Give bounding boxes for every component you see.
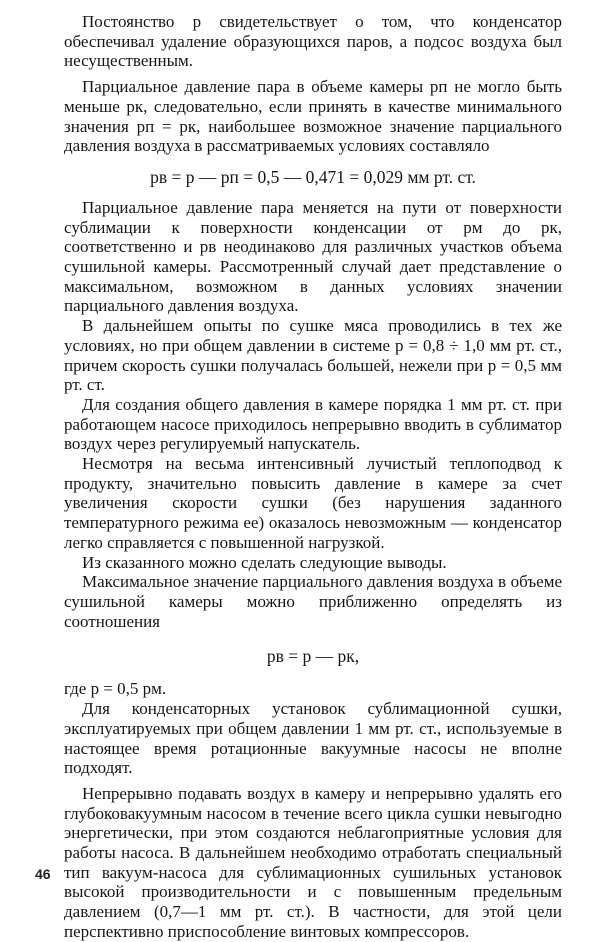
formula-air-pressure: pв = p — pк, (266, 646, 360, 667)
paragraph-3: Парциальное давление пара меняется на пути от поверхности сублимации к поверхности конденсации от pм до pк, соответственно и pв неодинаково для различных участков объема сушильной камеры. Рассмотренный случай дает представление о максимальном, возможном в данных условиях значении парциального давления воздуха. (64, 197, 562, 316)
formula-partial-pressure: pв = p — pп = 0,5 — 0,471 = 0,029 мм рт. ст. (150, 166, 476, 187)
paragraph-2: Парциальное давление пара в объеме камеры pп не могло быть меньше pк, следовательно, если принять в качестве минимального значения pп = pк, наибольшее возможное значение парциального давления воздуха в рассматриваемых условиях составляло (64, 77, 562, 156)
paragraph-9: Для конденсаторных установок сублимационной сушки, эксплуатируемых при общем давлении 1 мм рт. ст., используемые в настоящее время ротационные вакуумные насосы не вполне подходят. (64, 699, 562, 778)
paragraph-7: Из сказанного можно сделать следующие выводы. (82, 552, 447, 572)
paragraph-5: Для создания общего давления в камере порядка 1 мм рт. ст. при работающем насосе приходилось непрерывно вводить в сублиматор воздух через регулируемый напускатель. (64, 394, 562, 454)
page-body (64, 12, 562, 942)
paragraph-8: Максимальное значение парциального давления воздуха в объеме сушильной камеры можно приближенно определять из соотношения (64, 572, 562, 631)
page-number: 46 (35, 866, 51, 882)
paragraph-10: Непрерывно подавать воздух в камеру и непрерывно удалять его глубоковакуумным насосом в течение всего цикла сушки невыгодно энергетически, при этом создаются неблагоприятные условия для работы насоса. В дальнейшем необходимо отработать специальный тип вакуум-насоса для сублимационных сушильных установок высокой производительности и с повышенным предельным давлением (0,7—1 мм рт. ст.). В частности, для этой цели перспективно приспособление винтовых компрессоров. (64, 783, 562, 941)
paragraph-6: Несмотря на весьма интенсивный лучистый теплоподвод к продукту, значительно повысить давление в камере за счет увеличения скорости сушки (без нарушения заданного температурного режима ее) оказалось невозможным — конденсатор легко справляется с повышенной нагрузкой. (64, 454, 562, 552)
paragraph-4: В дальнейшем опыты по сушке мяса проводились в тех же условиях, но при общем давлении в системе p = 0,8 ÷ 1,0 мм рт. ст., причем скорость сушки получалась большей, нежели при p = 0,5 мм рт. ст. (64, 316, 562, 395)
paragraph-where: где p = 0,5 pм. (64, 679, 167, 699)
paragraph-1: Постоянство p свидетельствует о том, что конденсатор обеспечивал удаление образующихся паров, а подсос воздуха был несущественным. (64, 12, 562, 71)
